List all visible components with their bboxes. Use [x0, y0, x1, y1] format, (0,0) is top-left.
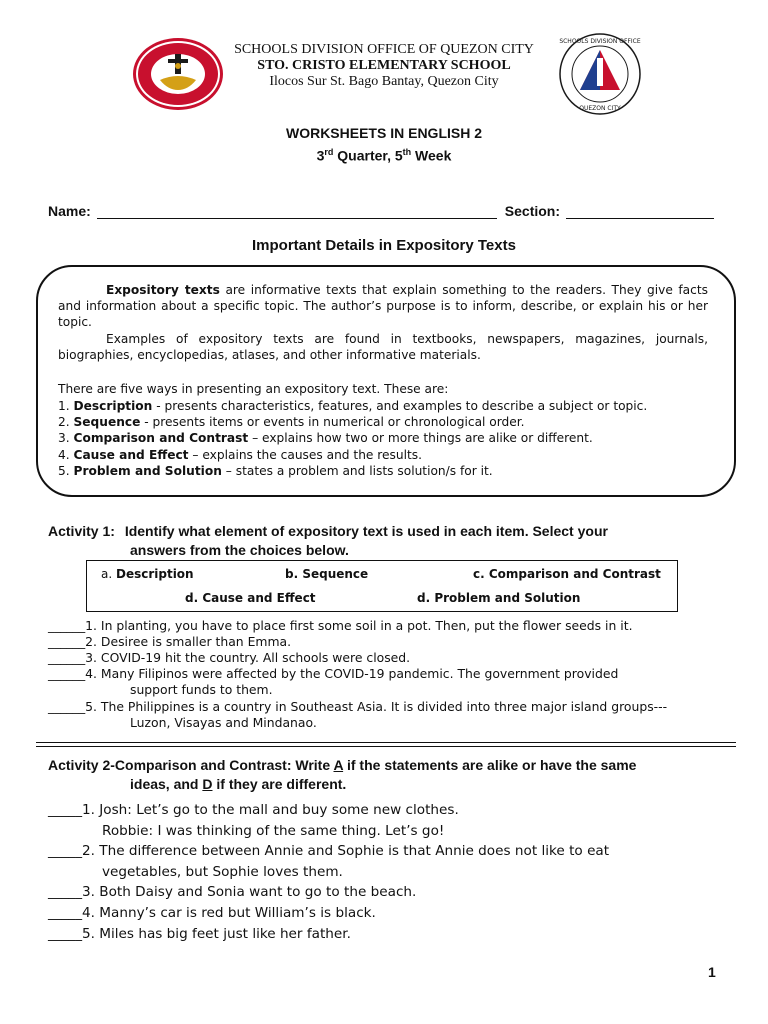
way-description: - presents items or events in numerical or chronological order.	[140, 415, 525, 430]
choice-b: b. Sequence	[285, 567, 369, 581]
week-number: 5	[394, 147, 403, 164]
activity2-label: Activity 2-Comparison and Contrast:	[48, 757, 292, 773]
worksheet-title: WORKSHEETS IN ENGLISH 2	[285, 125, 483, 141]
activity2-item: _____4. Manny’s car is red but William’s is black.	[48, 905, 376, 921]
activity1-instruction: Identify what element of expository text is used in each item. Select your	[124, 523, 608, 539]
section-field[interactable]	[566, 204, 714, 219]
activity2-item-cont: vegetables, but Sophie loves them.	[102, 864, 343, 880]
choices-box	[86, 560, 678, 612]
activity2-letter-a: A	[333, 757, 344, 773]
way-item	[58, 398, 718, 414]
way-item	[58, 463, 718, 479]
school-address: Ilocos Sur St. Bago Bantay, Quezon City	[269, 74, 499, 89]
activity1-instruction-cont: answers from the choices below.	[130, 542, 349, 558]
expository-definition: are informative texts that explain something to the readers. They give facts and information about a specific topic. The author’s purpose is to inform, describe, or explain his or her topic.	[58, 283, 708, 330]
activity2-letter-d: D	[202, 776, 213, 792]
activity1-heading	[48, 522, 748, 541]
way-description: – explains the causes and the results.	[188, 447, 422, 462]
way-term: Cause and Effect	[73, 447, 189, 462]
week-word: Week	[411, 147, 452, 164]
week-suffix: th	[402, 147, 412, 157]
way-number: 5.	[58, 463, 74, 478]
activity1-item: ______3. COVID-19 hit the country. All schools were closed.	[48, 650, 411, 665]
svg-text:SCHOOLS DIVISION OFFICE: SCHOOLS DIVISION OFFICE	[559, 38, 641, 45]
lesson-title: Important Details in Expository Texts	[252, 237, 516, 254]
way-term: Problem and Solution	[73, 463, 222, 478]
page-number: 1	[708, 964, 716, 980]
activity2-instr-d: if they are different.	[212, 776, 347, 792]
quarter-number: 3	[316, 147, 325, 164]
info-paragraph-2: Examples of expository texts are found in textbooks, newspapers, magazines, journals, biographies, encyclopedias, atlases, and other informative materials.	[58, 332, 708, 363]
activity2-item-cont: Robbie: I was thinking of the same thing. Let’s go!	[102, 823, 445, 839]
activity2-heading	[48, 756, 748, 775]
quarter-week	[0, 143, 768, 165]
activity2-instr-c: ideas, and	[130, 776, 203, 792]
activity1-item: ______2. Desiree is smaller than Emma.	[48, 634, 292, 649]
way-term: Comparison and Contrast	[73, 431, 249, 446]
activity2-item: _____1. Josh: Let’s go to the mall and buy some new clothes.	[48, 802, 459, 818]
info-paragraph-1	[58, 282, 708, 331]
activity2-item: _____5. Miles has big feet just like her father.	[48, 926, 351, 942]
choice-d: d. Cause and Effect	[185, 591, 316, 605]
way-term: Description	[73, 399, 153, 413]
way-number: 2.	[58, 415, 74, 430]
activity1-item: ______1. In planting, you have to place first some soil in a pot. Then, put the flower seeds in it.	[48, 618, 633, 633]
activity2-heading-cont	[130, 775, 346, 794]
info-paragraph-3: There are five ways in presenting an expository text. These are:	[58, 382, 449, 396]
divider-bottom	[36, 746, 736, 747]
name-section-row	[48, 203, 723, 219]
way-item	[58, 414, 718, 430]
activity1-label: Activity 1:	[48, 523, 115, 539]
divider-top	[36, 742, 736, 743]
way-number: 3.	[58, 431, 74, 446]
name-field[interactable]	[97, 204, 497, 219]
activity1-item: ______4. Many Filipinos were affected by the COVID-19 pandemic. The government provided	[48, 666, 619, 681]
school-name: STO. CRISTO ELEMENTARY SCHOOL	[257, 58, 511, 73]
division-name: SCHOOLS DIVISION OFFICE OF QUEZON CITY	[234, 42, 534, 57]
activity2-instr-b: if the statements are alike or have the same	[343, 757, 637, 773]
activity1-item: ______5. The Philippines is a country in Southeast Asia. It is divided into three major island groups---	[48, 699, 668, 714]
activity1-item-cont: support funds to them.	[130, 682, 273, 697]
way-term: Sequence	[73, 415, 141, 430]
choice-a-letter: a.	[101, 567, 116, 581]
choice-e: d. Problem and Solution	[417, 591, 581, 605]
quarter-suffix: rd	[324, 147, 334, 157]
ways-list	[58, 398, 718, 479]
svg-text:QUEZON CITY: QUEZON CITY	[579, 105, 621, 112]
way-description: - presents characteristics, features, and examples to describe a subject or topic.	[152, 399, 648, 413]
choice-a: Description	[115, 567, 194, 581]
way-item	[58, 447, 718, 463]
activity2-item: _____2. The difference between Annie and Sophie is that Annie does not like to eat	[48, 843, 610, 859]
choice-c: c. Comparison and Contrast	[473, 567, 661, 581]
activity1-item-cont: Luzon, Visayas and Mindanao.	[130, 715, 317, 730]
section-label: Section:	[504, 203, 561, 219]
activity2-instr-a: Write	[291, 757, 334, 773]
quarter-word: Quarter,	[333, 147, 395, 164]
way-description: – explains how two or more things are alike or different.	[248, 431, 593, 446]
activity2-item: _____3. Both Daisy and Sonia want to go to the beach.	[48, 884, 417, 900]
way-item	[58, 430, 718, 446]
way-number: 4.	[58, 447, 74, 462]
name-label: Name:	[48, 203, 91, 219]
expository-term: Expository texts	[106, 283, 220, 297]
way-description: – states a problem and lists solution/s for it.	[221, 463, 493, 478]
way-number: 1.	[58, 399, 74, 413]
